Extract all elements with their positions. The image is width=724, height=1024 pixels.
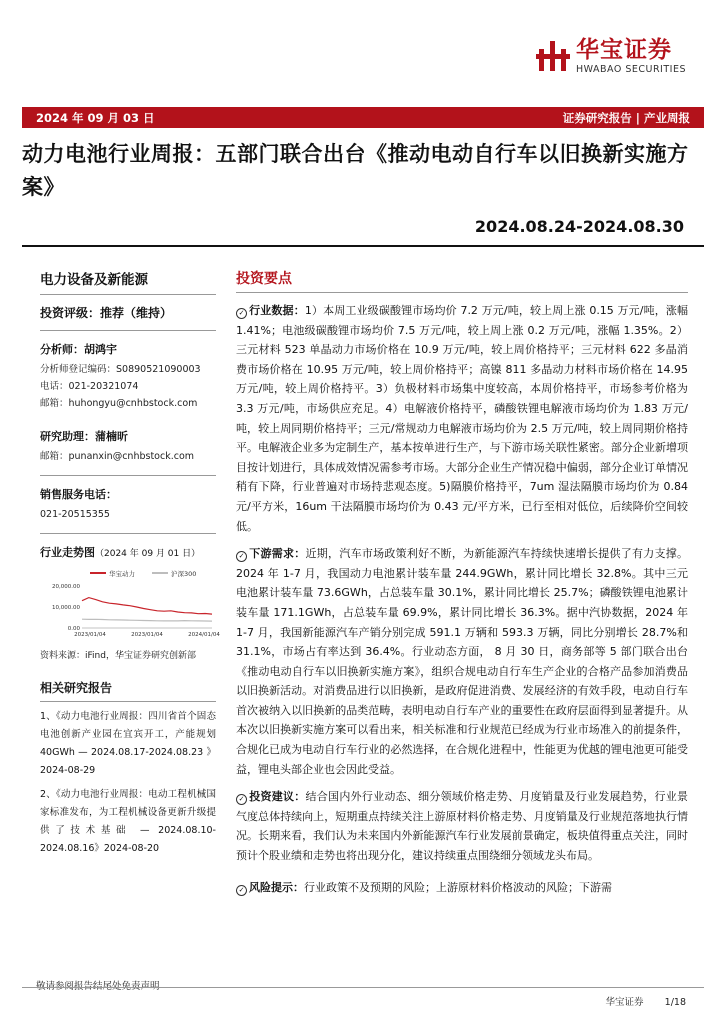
y-tick-label: 20,000.00 <box>52 584 80 590</box>
sales-tel: 021-20515355 <box>40 509 110 520</box>
investment-rating: 投资评级：推荐（维持） <box>40 304 216 331</box>
logo-name-en: HWABAO SECURITIES <box>575 64 686 75</box>
assistant-name: 研究助理：蒲楠昕 <box>40 430 128 443</box>
trend-heading <box>40 544 216 560</box>
para-text: 结合国内外行业动态、细分领域价格走势、月度销量及行业发展趋势，行业景气度总体持续向上，短期重点持续关注上游原材料价格走势、月度销量及行业规范落地执行情况。长期来看，我们认为未来国内外新能源汽车行业发展前景确定，板块值得重点关注，同时预计个股业绩和走势也将出现分化，建议持续重点围绕细分领域龙头布局。 <box>236 790 689 863</box>
company-logo <box>536 37 686 75</box>
logo-name-cn: 华宝证券 <box>575 37 672 63</box>
report-date-range: 2024.08.24-2024.08.30 <box>474 217 684 236</box>
series-line-huabao <box>82 598 212 615</box>
analyst-cert: 分析师登记编码：S0890521090003 <box>40 364 201 375</box>
chart-source: 资料来源：iFind，华宝证券研究创新部 <box>40 651 196 661</box>
report-title: 动力电池行业周报：五部门联合出台《推动电动自行车以旧换新实施方案》 <box>22 142 689 199</box>
divider <box>40 475 216 476</box>
x-tick-label: 2024/01/04 <box>188 632 220 638</box>
report-type: 证券研究报告 | 产业周报 <box>562 110 690 125</box>
series-line-hs300 <box>82 619 212 621</box>
analyst-email[interactable]: 邮箱：huhongyu@cnhbstock.com <box>40 398 198 409</box>
footer-company: 华宝证券 <box>605 997 644 1008</box>
report-date: 2024 年 09 月 03 日 <box>36 110 155 125</box>
x-tick-label: 2023/01/04 <box>74 632 106 638</box>
footer-divider <box>22 987 704 988</box>
related-report-item[interactable]: 2、《动力电池行业周报：电动工程机械国家标准发布，为工程机械设备更新升级提供了技术基础 — 2024.08.10-2024.08.16》2024-08-20 <box>40 789 216 854</box>
trend-chart <box>40 568 220 644</box>
y-tick-label: 10,000.00 <box>52 605 80 611</box>
footer-disclaimer <box>36 978 160 992</box>
paragraph-risk-warning <box>236 878 688 898</box>
trend-date: （2024 年 09 月 01 日） <box>95 549 201 559</box>
para-text: 近期，汽车市场政策利好不断，为新能源汽车持续快速增长提供了有力支撑。2024 年 1-7 月，我国动力电池累计装车量 244.9GWh，累计同比增长 32.8%。其中三元电池累计装车量 73.6GWh，占总装车量 30.1%，累计同比增长 25.7%；磷酸铁锂电池累计装车量 171.1GWh，占总装车量 69.9%，累计同比增长 36.3%。据中汽协数据，2024 年 1-7 月，我国新能源汽车产销分别完成 591.1 万辆和 593.3 万辆，同比分别增长 28.7%和 31.1%，市场占有率达到 36.4%。行业动态方面， 8 月 30 日，商务部等 5 部门联合出台《推动电动自行车以旧换新实施方案》，组织合规电动自行车生产企业的合格产品参加消费品以旧换新活动。对消费品进行以旧换新，是政府促进消费、发展经济的有效手段，电动自行车首次被纳入以旧换新的品类范畴，表明电动自行车产业的重要性在政府层面得到显著提升。从本次以旧换新实施方案可以看出来，相关标准和行业规范已经成为行业市场准入的前提条件，合规化已成为电动自行车行业的必然选择，在合规化进程中，性能更为优越的锂电池更可能受益，锂电头部企业也会因此受益。 <box>236 547 689 776</box>
legend-label: 沪深300 <box>171 570 197 578</box>
x-tick-label: 2023/01/04 <box>131 632 163 638</box>
para-text: 1）本周工业级碳酸锂市场均价 7.2 万元/吨，较上周上涨 0.15 万元/吨，涨幅 1.41%；电池级碳酸锂市场均价 7.5 万元/吨，较上周上涨 0.2 万元/吨，涨幅 1.35%。2）三元材料 523 单晶动力市场价格在 10.9 万元/吨，较上周价格持平；三元材料 622 多晶消费市场价格在 10.95 万元/吨，较上周价格持平；高镍 811 多晶动力材料市场价格在 14.95 万元/吨，较上周价格持平。3）负极材料市场集中度较高，本周价格持平，市场参考价格为 3.3 万元/吨，市场供应充足。4）电解液价格持平，磷酸铁锂电解液市场均价为 1.83 万元/吨，较上周同期价格持平；三元/常规动力电解液市场均价为 2.5 万元/吨，较上周同期价格持平。电解液企业多为定制生产，基本按单进行生产，与下游市场关联性紧密。部分企业新增项目按计划进行，具体成效情况需参考市场。大部分企业生产情况稳中偏弱，部分企业订单情况稍有下降，行业普遍对市场持悲观态度。5)隔膜价格持平，7um 湿法隔膜市场均价为 0.84 元/平方米，16um 干法隔膜市场均价为 0.43 元/平方米，已行至相对低位，后续降价空间较低。 <box>236 304 688 533</box>
y-tick-label: 0.00 <box>67 626 80 632</box>
bullet-icon: ✓ <box>236 885 247 896</box>
main-content <box>236 268 688 897</box>
sector-name: 电力设备及新能源 <box>40 268 216 295</box>
left-sidebar <box>40 268 220 858</box>
related-reports-title: 相关研究报告 <box>40 679 216 702</box>
related-report-item[interactable]: 1、《动力电池行业周报：四川省首个固态电池创新产业园在宜宾开工，产能规划 40GWh — 2024.08.17-2024.08.23 》 2024-08-29 <box>40 711 216 776</box>
title-divider <box>22 245 704 247</box>
logo-mark-icon <box>536 39 570 73</box>
divider <box>40 533 216 534</box>
page-number: 1/18 <box>664 997 686 1008</box>
bullet-icon: ✓ <box>236 551 247 562</box>
analyst-tel: 电话：021-20321074 <box>40 381 139 392</box>
trend-title: 行业走势图 <box>40 546 95 559</box>
paragraph-investment-advice <box>236 787 688 865</box>
bullet-icon: ✓ <box>236 308 247 319</box>
para-head: 风险提示： <box>249 880 304 894</box>
sales-label: 销售服务电话： <box>40 488 117 501</box>
para-head: 行业数据： <box>249 304 305 317</box>
header-bar <box>22 107 704 128</box>
para-head: 投资建议： <box>249 790 306 804</box>
legend-label: 华宝动力 <box>109 570 135 578</box>
investment-highlights-title: 投资要点 <box>236 268 688 293</box>
bullet-icon: ✓ <box>236 794 247 805</box>
analyst-name: 分析师：胡鸿宇 <box>40 343 117 356</box>
para-head: 下游需求： <box>249 547 306 561</box>
paragraph-industry-data <box>236 301 688 536</box>
para-text: 行业政策不及预期的风险；上游原材料价格波动的风险；下游需 <box>304 880 612 894</box>
assistant-email[interactable]: 邮箱：punanxin@cnhbstock.com <box>40 451 195 462</box>
trend-chart-svg <box>40 568 220 644</box>
paragraph-downstream-demand <box>236 544 688 779</box>
footer-page-info <box>606 994 687 1008</box>
